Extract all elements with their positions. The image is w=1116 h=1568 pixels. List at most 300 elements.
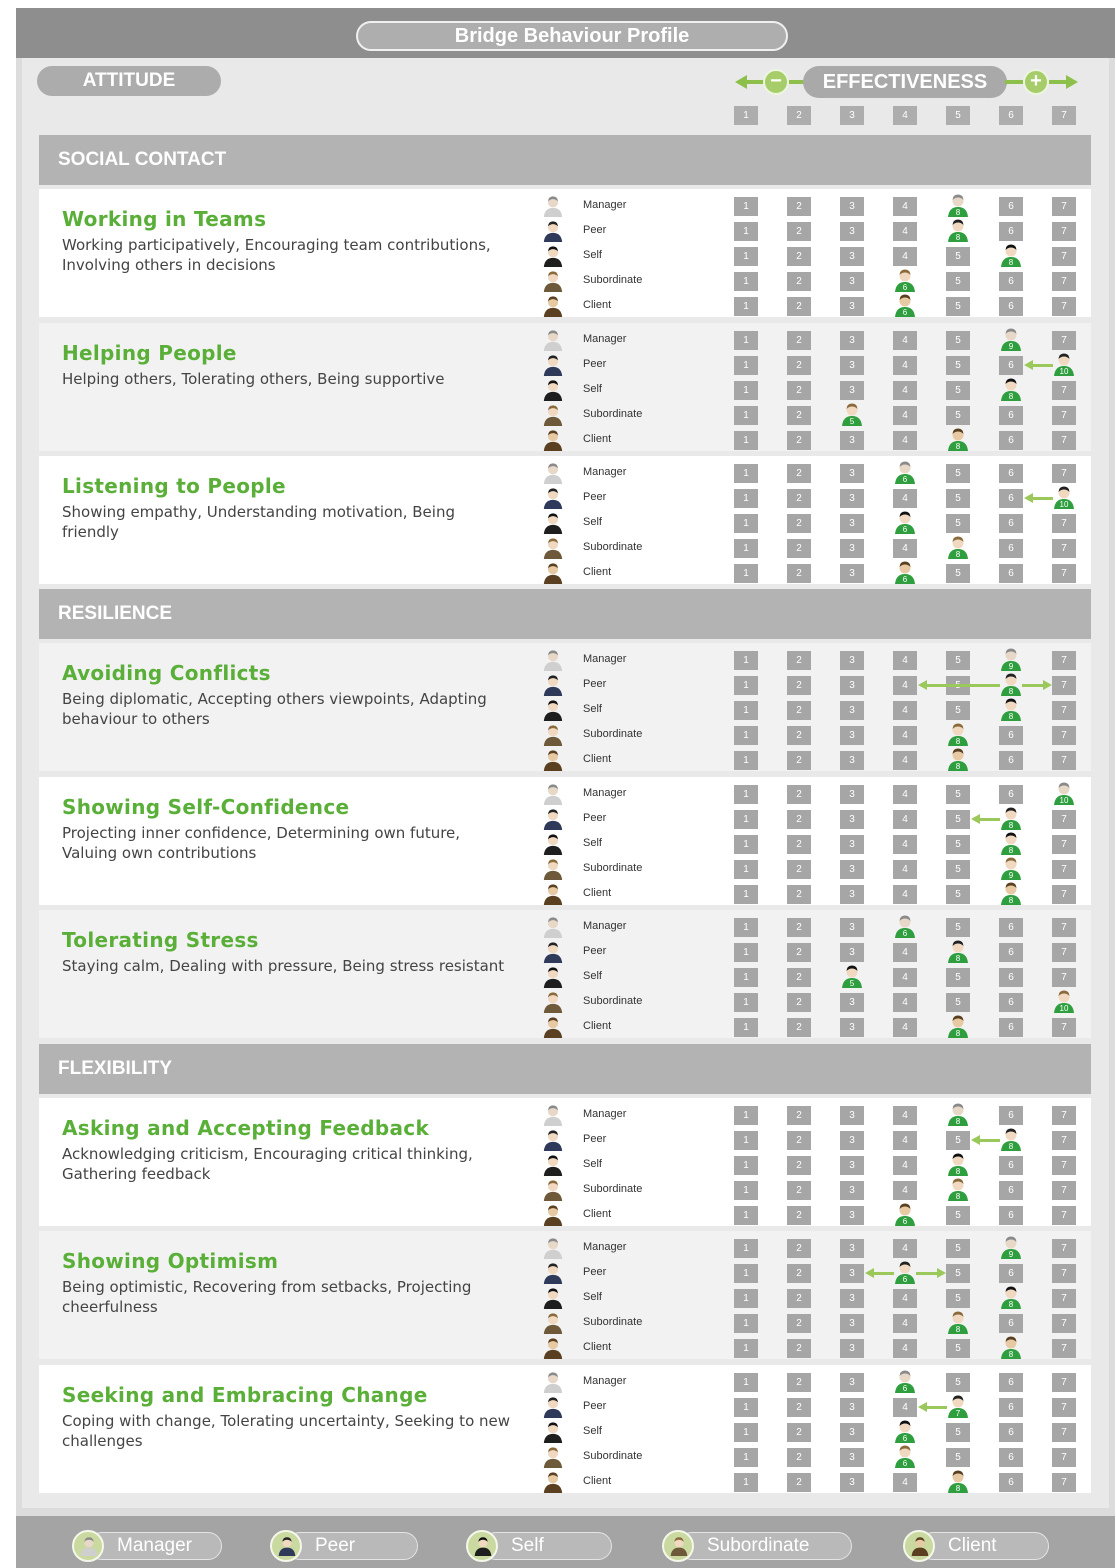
scale-cell: 2 bbox=[787, 885, 811, 904]
rating-badge: 8 bbox=[1008, 687, 1014, 696]
scale-cell: 5 bbox=[946, 564, 970, 583]
behaviour-block bbox=[39, 1231, 1091, 1359]
scale-cell: 6 bbox=[999, 943, 1023, 962]
manager-icon bbox=[542, 649, 564, 671]
rating-badge: 6 bbox=[902, 1384, 908, 1393]
scale-cell: 2 bbox=[787, 860, 811, 879]
scale-cell: 7 bbox=[1052, 1373, 1076, 1392]
manager-icon bbox=[542, 195, 564, 217]
peer-icon bbox=[542, 941, 564, 963]
scale-cell: 3 bbox=[840, 564, 864, 583]
self-icon bbox=[542, 833, 564, 855]
scale-cell: 7 bbox=[1052, 464, 1076, 483]
scale-cell: 1 bbox=[734, 514, 758, 533]
scale-cell: 5 bbox=[946, 1339, 970, 1358]
scale-cell: 2 bbox=[787, 651, 811, 670]
rating-badge: 8 bbox=[955, 737, 961, 746]
arrow-left-icon bbox=[1024, 360, 1033, 370]
scale-cell: 1 bbox=[734, 197, 758, 216]
scale-cell: 1 bbox=[734, 835, 758, 854]
scale-number: 5 bbox=[946, 106, 970, 125]
scale-cell: 3 bbox=[840, 1181, 864, 1200]
scale-cell: 3 bbox=[840, 1339, 864, 1358]
scale-cell: 1 bbox=[734, 1131, 758, 1150]
scale-cell: 1 bbox=[734, 918, 758, 937]
effectiveness-label: EFFECTIVENESS bbox=[803, 66, 1007, 98]
subordinate-rating-marker bbox=[893, 1444, 917, 1468]
behaviour-description: Helping others, Tolerating others, Being supportive bbox=[62, 370, 445, 388]
scale-cell: 7 bbox=[1052, 514, 1076, 533]
scale-cell: 3 bbox=[840, 860, 864, 879]
scale-cell: 6 bbox=[999, 1398, 1023, 1417]
subordinate-icon bbox=[542, 537, 564, 559]
scale-cell: 4 bbox=[893, 943, 917, 962]
subordinate-icon bbox=[542, 1446, 564, 1468]
scale-cell: 5 bbox=[946, 860, 970, 879]
scale-cell: 1 bbox=[734, 726, 758, 745]
self-rating-marker bbox=[999, 1285, 1023, 1309]
scale-cell: 1 bbox=[734, 1106, 758, 1125]
client-icon bbox=[542, 1204, 564, 1226]
scale-cell: 2 bbox=[787, 1156, 811, 1175]
behaviour-block bbox=[39, 189, 1091, 317]
manager-icon bbox=[72, 1530, 104, 1562]
rating-badge: 6 bbox=[902, 283, 908, 292]
scale-cell: 5 bbox=[946, 297, 970, 316]
scale-cell: 6 bbox=[999, 1018, 1023, 1037]
client-icon bbox=[542, 883, 564, 905]
scale-cell: 2 bbox=[787, 197, 811, 216]
self-icon bbox=[542, 379, 564, 401]
rater-label: Self bbox=[583, 837, 602, 849]
rater-label: Subordinate bbox=[583, 728, 643, 740]
client-icon bbox=[542, 1016, 564, 1038]
rater-label: Client bbox=[583, 1208, 612, 1220]
rater-label: Self bbox=[583, 703, 602, 715]
scale-cell: 3 bbox=[840, 701, 864, 720]
legend-item-subordinate bbox=[662, 1530, 852, 1562]
range-arrow-line bbox=[1030, 364, 1053, 367]
manager-rating-marker bbox=[1052, 781, 1076, 805]
rater-label: Subordinate bbox=[583, 995, 643, 1007]
scale-cell: 3 bbox=[840, 835, 864, 854]
rater-label: Client bbox=[583, 1020, 612, 1032]
rating-badge: 8 bbox=[1008, 1350, 1014, 1359]
minus-icon: − bbox=[763, 69, 789, 95]
peer-icon bbox=[542, 487, 564, 509]
scale-cell: 2 bbox=[787, 1314, 811, 1333]
scale-cell: 1 bbox=[734, 431, 758, 450]
subordinate-rating-marker bbox=[946, 722, 970, 746]
arrow-left-icon bbox=[918, 1402, 927, 1412]
rating-badge: 6 bbox=[902, 308, 908, 317]
scale-cell: 4 bbox=[893, 489, 917, 508]
scale-cell: 4 bbox=[893, 885, 917, 904]
scale-cell: 3 bbox=[840, 751, 864, 770]
rater-label: Self bbox=[583, 516, 602, 528]
scale-cell: 5 bbox=[946, 701, 970, 720]
scale-cell: 4 bbox=[893, 860, 917, 879]
scale-cell: 7 bbox=[1052, 1448, 1076, 1467]
scale-cell: 3 bbox=[840, 514, 864, 533]
scale-cell: 6 bbox=[999, 1156, 1023, 1175]
scale-cell: 6 bbox=[999, 1206, 1023, 1225]
scale-cell: 6 bbox=[999, 1314, 1023, 1333]
scale-cell: 2 bbox=[787, 564, 811, 583]
peer-rating-marker bbox=[1052, 352, 1076, 376]
range-arrow-line bbox=[977, 818, 1000, 821]
legend-item-client bbox=[903, 1530, 1049, 1562]
scale-cell: 6 bbox=[999, 1106, 1023, 1125]
behaviour-description: Coping with change, Tolerating uncertainty, Seeking to new challenges bbox=[62, 1412, 511, 1450]
rating-badge: 8 bbox=[955, 442, 961, 451]
scale-cell: 2 bbox=[787, 381, 811, 400]
scale-cell: 4 bbox=[893, 1289, 917, 1308]
scale-cell: 1 bbox=[734, 464, 758, 483]
rater-label: Subordinate bbox=[583, 1316, 643, 1328]
subordinate-rating-marker bbox=[946, 535, 970, 559]
client-icon bbox=[542, 562, 564, 584]
scale-cell: 7 bbox=[1052, 1339, 1076, 1358]
rating-badge: 10 bbox=[1059, 367, 1069, 376]
behaviour-title: Avoiding Conflicts bbox=[62, 661, 271, 685]
behaviour-description: Showing empathy, Understanding motivation, Being friendly bbox=[62, 503, 455, 541]
self-icon bbox=[542, 1421, 564, 1443]
rating-badge: 8 bbox=[1008, 1142, 1014, 1151]
peer-rating-marker bbox=[999, 672, 1023, 696]
scale-cell: 7 bbox=[1052, 539, 1076, 558]
scale-cell: 5 bbox=[946, 968, 970, 987]
scale-cell: 1 bbox=[734, 272, 758, 291]
rating-badge: 10 bbox=[1059, 500, 1069, 509]
scale-cell: 2 bbox=[787, 810, 811, 829]
scale-cell: 7 bbox=[1052, 381, 1076, 400]
scale-cell: 2 bbox=[787, 247, 811, 266]
peer-rating-marker bbox=[946, 218, 970, 242]
scale-cell: 1 bbox=[734, 222, 758, 241]
scale-cell: 3 bbox=[840, 651, 864, 670]
scale-cell: 1 bbox=[734, 810, 758, 829]
rating-badge: 5 bbox=[849, 979, 855, 988]
scale-cell: 3 bbox=[840, 222, 864, 241]
rater-label: Peer bbox=[583, 1133, 607, 1145]
rater-label: Subordinate bbox=[583, 862, 643, 874]
scale-cell: 1 bbox=[734, 651, 758, 670]
scale-cell: 1 bbox=[734, 1156, 758, 1175]
behaviour-title: Showing Optimism bbox=[62, 1249, 279, 1273]
rating-badge: 8 bbox=[955, 1484, 961, 1493]
range-arrow-line bbox=[1030, 497, 1053, 500]
scale-cell: 4 bbox=[893, 810, 917, 829]
scale-cell: 4 bbox=[893, 1106, 917, 1125]
scale-cell: 5 bbox=[946, 1289, 970, 1308]
scale-cell: 5 bbox=[946, 272, 970, 291]
manager-rating-marker bbox=[999, 1235, 1023, 1259]
scale-cell: 4 bbox=[893, 651, 917, 670]
scale-cell: 1 bbox=[734, 1239, 758, 1258]
scale-cell: 2 bbox=[787, 968, 811, 987]
behaviour-title: Working in Teams bbox=[62, 207, 267, 231]
self-icon bbox=[542, 1287, 564, 1309]
scale-cell: 2 bbox=[787, 751, 811, 770]
scale-cell: 4 bbox=[893, 539, 917, 558]
scale-cell: 6 bbox=[999, 406, 1023, 425]
scale-cell: 3 bbox=[840, 1423, 864, 1442]
scale-cell: 1 bbox=[734, 993, 758, 1012]
self-rating-marker bbox=[999, 831, 1023, 855]
scale-cell: 5 bbox=[946, 464, 970, 483]
rater-label: Peer bbox=[583, 491, 607, 503]
scale-cell: 7 bbox=[1052, 751, 1076, 770]
scale-cell: 4 bbox=[893, 676, 917, 695]
rating-badge: 10 bbox=[1059, 796, 1069, 805]
scale-cell: 4 bbox=[893, 1181, 917, 1200]
self-rating-marker bbox=[893, 1419, 917, 1443]
scale-cell: 7 bbox=[1052, 1264, 1076, 1283]
scale-cell: 4 bbox=[893, 726, 917, 745]
rater-label: Manager bbox=[583, 1375, 627, 1387]
rater-label: Self bbox=[583, 1291, 602, 1303]
section-header: SOCIAL CONTACT bbox=[39, 135, 1091, 185]
scale-cell: 5 bbox=[946, 331, 970, 350]
subordinate-rating-marker bbox=[946, 1310, 970, 1334]
behaviour-title: Tolerating Stress bbox=[62, 928, 259, 952]
behaviour-description: Being diplomatic, Accepting others viewpoints, Adapting behaviour to others bbox=[62, 690, 487, 728]
scale-cell: 1 bbox=[734, 564, 758, 583]
scale-cell: 1 bbox=[734, 701, 758, 720]
legend-label: Subordinate bbox=[678, 1532, 852, 1560]
manager-icon bbox=[542, 329, 564, 351]
client-rating-marker bbox=[999, 881, 1023, 905]
scale-cell: 1 bbox=[734, 297, 758, 316]
peer-icon bbox=[542, 354, 564, 376]
scale-cell: 1 bbox=[734, 539, 758, 558]
behaviour-block bbox=[39, 456, 1091, 584]
rating-badge: 8 bbox=[955, 1325, 961, 1334]
scale-cell: 4 bbox=[893, 1473, 917, 1492]
scale-cell: 4 bbox=[893, 381, 917, 400]
scale-cell: 1 bbox=[734, 1314, 758, 1333]
scale-cell: 4 bbox=[893, 1131, 917, 1150]
rater-label: Client bbox=[583, 566, 612, 578]
rating-badge: 8 bbox=[1008, 392, 1014, 401]
scale-cell: 1 bbox=[734, 1264, 758, 1283]
scale-cell: 2 bbox=[787, 489, 811, 508]
subordinate-icon bbox=[542, 991, 564, 1013]
client-rating-marker bbox=[893, 560, 917, 584]
rater-label: Client bbox=[583, 887, 612, 899]
scale-cell: 4 bbox=[893, 247, 917, 266]
scale-cell: 3 bbox=[840, 539, 864, 558]
legend-label: Client bbox=[919, 1532, 1049, 1560]
scale-cell: 5 bbox=[946, 1423, 970, 1442]
rater-label: Subordinate bbox=[583, 1183, 643, 1195]
scale-cell: 1 bbox=[734, 1181, 758, 1200]
scale-cell: 7 bbox=[1052, 885, 1076, 904]
scale-cell: 6 bbox=[999, 1473, 1023, 1492]
client-rating-marker bbox=[893, 1202, 917, 1226]
peer-rating-marker bbox=[946, 939, 970, 963]
scale-number: 3 bbox=[840, 106, 864, 125]
self-icon bbox=[466, 1530, 498, 1562]
rating-badge: 9 bbox=[1008, 662, 1014, 671]
rating-badge: 8 bbox=[1008, 821, 1014, 830]
client-icon bbox=[542, 1471, 564, 1493]
arrow-right-icon bbox=[937, 1268, 946, 1278]
scale-cell: 7 bbox=[1052, 943, 1076, 962]
scale-cell: 3 bbox=[840, 272, 864, 291]
scale-cell: 7 bbox=[1052, 726, 1076, 745]
peer-icon bbox=[542, 220, 564, 242]
rating-badge: 7 bbox=[955, 1409, 961, 1418]
rater-label: Peer bbox=[583, 1266, 607, 1278]
rating-badge: 9 bbox=[1008, 1250, 1014, 1259]
scale-cell: 2 bbox=[787, 1181, 811, 1200]
subordinate-icon bbox=[542, 724, 564, 746]
legend-label: Self bbox=[482, 1532, 612, 1560]
scale-cell: 3 bbox=[840, 1314, 864, 1333]
scale-cell: 7 bbox=[1052, 1206, 1076, 1225]
behaviour-block bbox=[39, 323, 1091, 451]
scale-cell: 4 bbox=[893, 835, 917, 854]
manager-icon bbox=[542, 1371, 564, 1393]
scale-cell: 5 bbox=[946, 835, 970, 854]
rater-label: Client bbox=[583, 1475, 612, 1487]
behaviour-block bbox=[39, 910, 1091, 1038]
scale-cell: 2 bbox=[787, 918, 811, 937]
scale-cell: 5 bbox=[946, 1131, 970, 1150]
scale-cell: 3 bbox=[840, 297, 864, 316]
behaviour-title: Showing Self-Confidence bbox=[62, 795, 350, 819]
scale-cell: 7 bbox=[1052, 331, 1076, 350]
rater-label: Peer bbox=[583, 678, 607, 690]
scale-cell: 2 bbox=[787, 464, 811, 483]
scale-cell: 1 bbox=[734, 247, 758, 266]
scale-cell: 2 bbox=[787, 835, 811, 854]
scale-cell: 3 bbox=[840, 918, 864, 937]
rater-label: Peer bbox=[583, 1400, 607, 1412]
scale-cell: 4 bbox=[893, 1239, 917, 1258]
scale-cell: 3 bbox=[840, 356, 864, 375]
arrow-left-icon bbox=[971, 814, 980, 824]
scale-cell: 6 bbox=[999, 1264, 1023, 1283]
rating-badge: 6 bbox=[902, 525, 908, 534]
self-icon bbox=[542, 966, 564, 988]
scale-cell: 3 bbox=[840, 676, 864, 695]
rating-badge: 10 bbox=[1059, 1004, 1069, 1013]
scale-cell: 7 bbox=[1052, 1314, 1076, 1333]
scale-cell: 5 bbox=[946, 356, 970, 375]
scale-cell: 3 bbox=[840, 993, 864, 1012]
scale-cell: 4 bbox=[893, 968, 917, 987]
scale-cell: 3 bbox=[840, 489, 864, 508]
range-arrow-line bbox=[924, 684, 1000, 687]
scale-cell: 6 bbox=[999, 272, 1023, 291]
scale-cell: 7 bbox=[1052, 1473, 1076, 1492]
scale-cell: 1 bbox=[734, 751, 758, 770]
scale-cell: 7 bbox=[1052, 222, 1076, 241]
arrow-right-icon bbox=[1066, 75, 1078, 89]
scale-cell: 5 bbox=[946, 514, 970, 533]
arrow-line bbox=[1005, 80, 1023, 84]
scale-cell: 3 bbox=[840, 785, 864, 804]
legend-item-manager bbox=[72, 1530, 222, 1562]
scale-cell: 7 bbox=[1052, 810, 1076, 829]
scale-number: 4 bbox=[893, 106, 917, 125]
rater-label: Client bbox=[583, 753, 612, 765]
manager-icon bbox=[542, 916, 564, 938]
scale-cell: 6 bbox=[999, 356, 1023, 375]
rating-badge: 6 bbox=[902, 1434, 908, 1443]
scale-cell: 3 bbox=[840, 1239, 864, 1258]
rater-label: Peer bbox=[583, 945, 607, 957]
scale-cell: 2 bbox=[787, 1339, 811, 1358]
legend-label: Manager bbox=[88, 1532, 222, 1560]
rating-badge: 8 bbox=[955, 233, 961, 242]
report-title: Bridge Behaviour Profile bbox=[356, 21, 788, 51]
scale-cell: 1 bbox=[734, 885, 758, 904]
rater-label: Manager bbox=[583, 333, 627, 345]
rating-badge: 8 bbox=[955, 208, 961, 217]
rater-label: Manager bbox=[583, 466, 627, 478]
scale-cell: 3 bbox=[840, 1289, 864, 1308]
scale-cell: 6 bbox=[999, 489, 1023, 508]
scale-cell: 7 bbox=[1052, 1398, 1076, 1417]
scale-cell: 2 bbox=[787, 331, 811, 350]
scale-cell: 1 bbox=[734, 943, 758, 962]
manager-icon bbox=[542, 1104, 564, 1126]
manager-icon bbox=[542, 462, 564, 484]
legend-label: Peer bbox=[286, 1532, 418, 1560]
client-rating-marker bbox=[999, 1335, 1023, 1359]
scale-cell: 3 bbox=[840, 381, 864, 400]
attitude-label: ATTITUDE bbox=[37, 66, 221, 96]
subordinate-icon bbox=[542, 270, 564, 292]
scale-cell: 2 bbox=[787, 356, 811, 375]
scale-cell: 7 bbox=[1052, 835, 1076, 854]
behaviour-description: Being optimistic, Recovering from setbacks, Projecting cheerfulness bbox=[62, 1278, 472, 1316]
scale-cell: 1 bbox=[734, 785, 758, 804]
scale-cell: 3 bbox=[840, 1448, 864, 1467]
scale-cell: 3 bbox=[840, 1264, 864, 1283]
rating-badge: 9 bbox=[1008, 871, 1014, 880]
scale-cell: 6 bbox=[999, 726, 1023, 745]
rating-badge: 6 bbox=[902, 475, 908, 484]
client-rating-marker bbox=[946, 1014, 970, 1038]
arrow-left-icon bbox=[865, 1268, 874, 1278]
arrow-left-icon bbox=[918, 680, 927, 690]
rater-label: Self bbox=[583, 383, 602, 395]
rater-label: Subordinate bbox=[583, 274, 643, 286]
manager-rating-marker bbox=[893, 1369, 917, 1393]
scale-cell: 7 bbox=[1052, 1423, 1076, 1442]
behaviour-block bbox=[39, 777, 1091, 905]
client-icon bbox=[542, 749, 564, 771]
scale-cell: 7 bbox=[1052, 1289, 1076, 1308]
scale-cell: 2 bbox=[787, 297, 811, 316]
behaviour-description: Staying calm, Dealing with pressure, Being stress resistant bbox=[62, 957, 505, 975]
scale-cell: 6 bbox=[999, 197, 1023, 216]
scale-cell: 5 bbox=[946, 1448, 970, 1467]
self-icon bbox=[542, 512, 564, 534]
scale-cell: 2 bbox=[787, 785, 811, 804]
scale-cell: 2 bbox=[787, 1018, 811, 1037]
scale-cell: 3 bbox=[840, 1131, 864, 1150]
scale-cell: 4 bbox=[893, 197, 917, 216]
scale-cell: 2 bbox=[787, 406, 811, 425]
scale-cell: 7 bbox=[1052, 406, 1076, 425]
scale-number: 2 bbox=[787, 106, 811, 125]
